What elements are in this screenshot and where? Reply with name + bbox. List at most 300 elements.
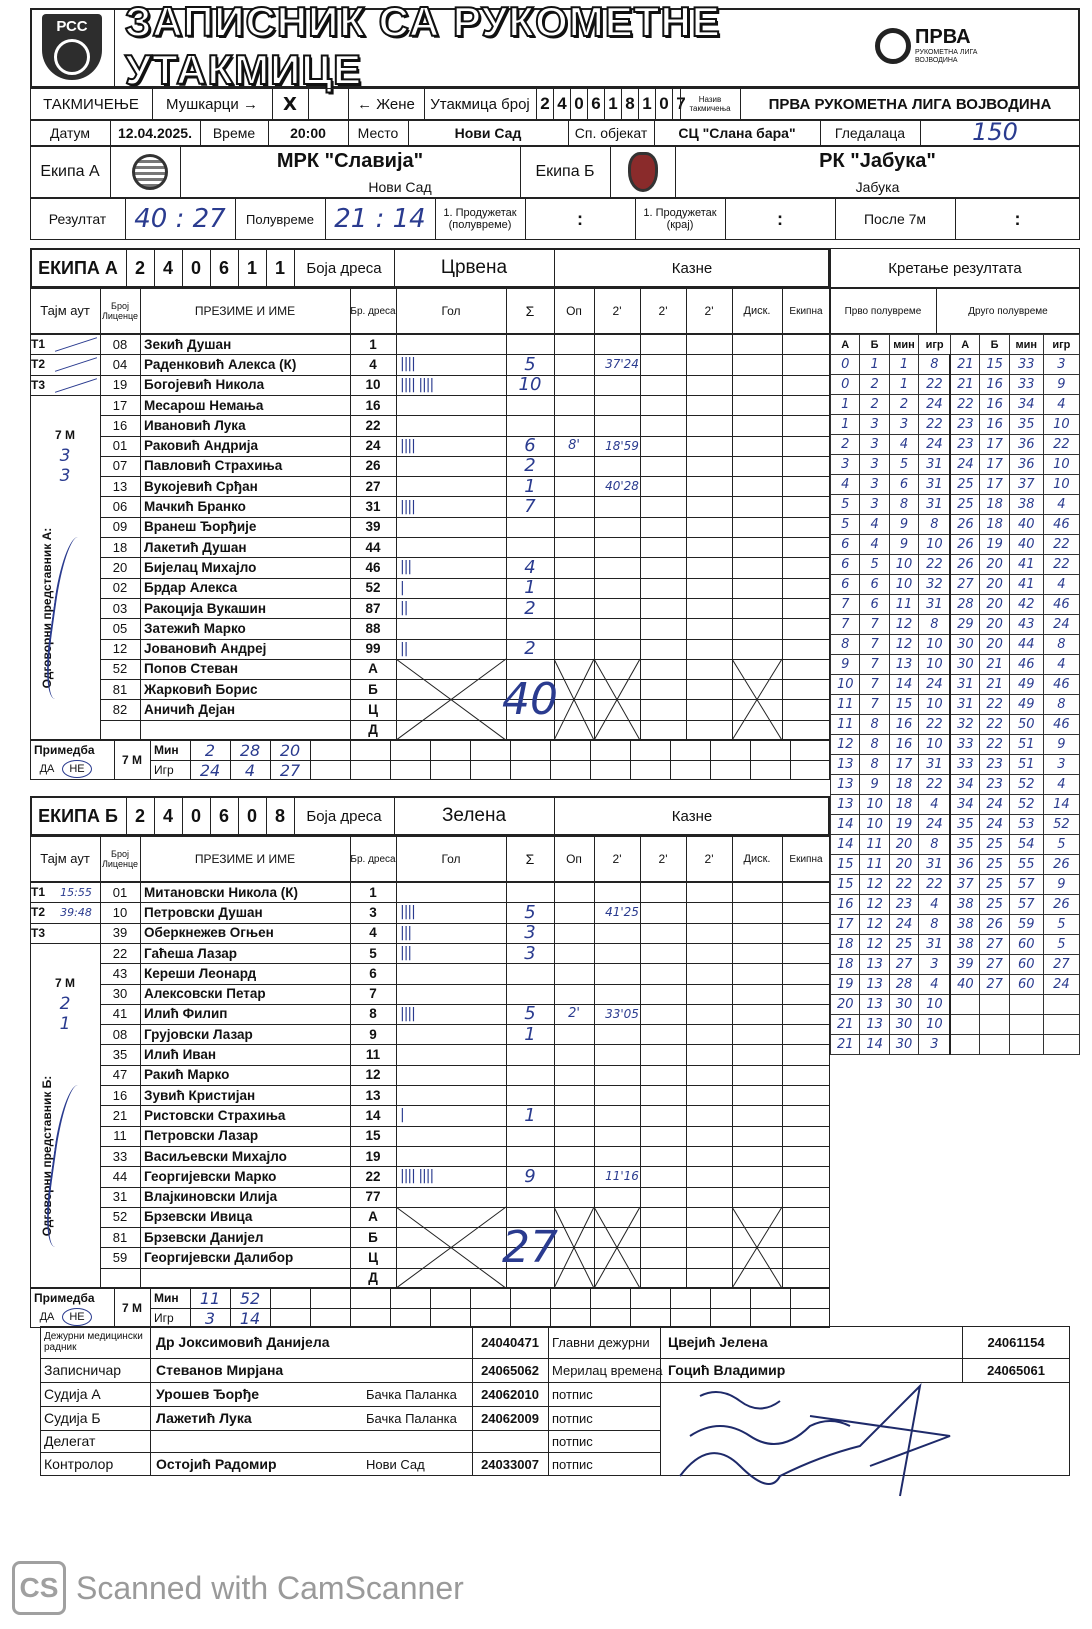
run-cell: 51 [1009, 735, 1043, 755]
run-cell: 24 [919, 435, 951, 455]
run-row [831, 355, 1080, 375]
run-cell: 1 [889, 355, 918, 375]
team_b-total-goals: 27 [502, 1221, 558, 1273]
run-cell: 21 [980, 675, 1009, 695]
player-name: Раковић Андрија [144, 438, 259, 454]
run-cell: 31 [950, 695, 979, 715]
run-cell: 6 [860, 575, 889, 595]
run-cell: 21 [980, 655, 1009, 675]
team_b-code-digit: 8 [274, 805, 285, 826]
run-cell: 22 [919, 375, 951, 395]
team_a-col-two-1: 2' [612, 303, 622, 318]
player-name: Петровски Душан [144, 904, 263, 920]
run-cell: 6 [831, 555, 860, 575]
official-role-right: потпис [552, 1456, 593, 1472]
league-ball-icon [875, 28, 911, 64]
run-cell: 10 [1043, 415, 1079, 435]
player-jersey: 13 [365, 1087, 381, 1103]
run-cell: 12 [889, 635, 918, 655]
run-cell: 9 [889, 515, 918, 535]
run-cell: 0 [831, 355, 860, 375]
official-id: 24062009 [481, 1410, 539, 1426]
team-a-name: МРК "Славија" [276, 149, 424, 172]
tm-igr-value: 14 [239, 1308, 261, 1328]
player-name: Петровски Лазар [144, 1128, 259, 1144]
player-goals-sum: 5 [524, 1003, 536, 1025]
run-cell: 7 [860, 615, 889, 635]
player-jersey: 87 [365, 600, 381, 616]
seven-m-stat: 1 [59, 1014, 71, 1035]
run-cell: 42 [1009, 595, 1043, 615]
run-cell: 25 [980, 875, 1009, 895]
run-cell: 4 [831, 475, 860, 495]
run-row [831, 735, 1080, 755]
handball-icon [54, 39, 90, 75]
player-goals-sum: 1 [524, 1023, 536, 1045]
official-id: 24040471 [481, 1334, 539, 1350]
men-checkbox[interactable]: X [283, 93, 297, 115]
team_a-kit-label: Боја дреса [306, 259, 382, 277]
team_a-total-goals: 40 [502, 673, 558, 725]
player-license: 33 [112, 1148, 128, 1164]
run-cell: 52 [1009, 795, 1043, 815]
match-digit: 1 [604, 88, 621, 120]
run-cell: 24 [919, 395, 951, 415]
crossed-cell [396, 659, 506, 740]
camscanner-watermark [12, 1560, 464, 1616]
run-cell: 24 [1043, 615, 1079, 635]
official-role-right: Главни дежурни [552, 1334, 650, 1350]
run-cell: 29 [950, 615, 979, 635]
run-cell: 31 [919, 755, 951, 775]
seven-m-stat: 3 [59, 445, 71, 466]
team_a-code-digit: 2 [134, 257, 145, 278]
team_a-label: ЕКИПА А [38, 257, 118, 278]
official-role: Делегат [44, 1432, 96, 1449]
run-cell: 27 [980, 955, 1009, 975]
run-cell: 7 [860, 695, 889, 715]
match-digit: 1 [638, 88, 655, 120]
team_a-code-digit: 1 [246, 257, 257, 278]
player-license: 81 [112, 1229, 128, 1245]
run-cell: 22 [950, 395, 979, 415]
run-cell: 15 [889, 695, 918, 715]
run-cell: 16 [980, 375, 1009, 395]
tm-igr-label: Игр [154, 1311, 174, 1325]
run-cell: 5 [860, 555, 889, 575]
run-row [831, 655, 1080, 675]
run-row [831, 395, 1080, 415]
player-goals-tally: | [400, 1107, 404, 1124]
team-b-label: Екипа Б [535, 163, 595, 180]
seven-m-stat: 2 [59, 993, 71, 1014]
run-cell: 4 [860, 535, 889, 555]
run-cell: 3 [831, 455, 860, 475]
team_a-col-two-3: 2' [704, 303, 714, 318]
run-col-header: игр [919, 335, 951, 355]
run-cell: 13 [860, 955, 889, 975]
player-goals-tally: |||| [400, 904, 415, 921]
run-cell: 46 [1043, 595, 1079, 615]
player-goals-tally: || [400, 640, 408, 657]
run-cell: 18 [831, 955, 860, 975]
run-cell: 5 [831, 515, 860, 535]
run-cell: 9 [1043, 735, 1079, 755]
run-cell: 12 [860, 875, 889, 895]
team_b-col-team-pen: Екипна [789, 853, 823, 865]
run-cell: 22 [919, 555, 951, 575]
run-cell: 35 [1009, 415, 1043, 435]
run-cell: 22 [919, 875, 951, 895]
player-jersey: 39 [365, 519, 381, 535]
spectators-label: Гледалаца [834, 125, 906, 141]
after7-value: : [1014, 208, 1021, 229]
run-cell: 40 [1009, 515, 1043, 535]
player-jersey: 9 [369, 1026, 377, 1042]
run-cell: 16 [831, 895, 860, 915]
run-cell: 1 [831, 415, 860, 435]
run-cell: 10 [1043, 475, 1079, 495]
run-cell: 22 [1043, 555, 1079, 575]
player-suspension-1: 33'05 [605, 1006, 639, 1021]
run-cell: 8 [831, 635, 860, 655]
run-cell: 10 [919, 735, 951, 755]
tm-seven-m: 7 М [121, 753, 142, 767]
venue-label: Сп. објекат [574, 125, 648, 141]
player-goals-sum: 1 [524, 475, 536, 497]
crossed-cell [554, 1207, 594, 1288]
run-cell: 10 [919, 995, 951, 1015]
run-cell: 25 [980, 835, 1009, 855]
time-value: 20:00 [290, 125, 326, 141]
run-cell: 23 [980, 755, 1009, 775]
player-goals-sum: 9 [524, 1165, 536, 1187]
player-license: 08 [112, 1026, 128, 1042]
run-cell: 22 [1043, 435, 1079, 455]
run-cell: 10 [860, 795, 889, 815]
official-name: Стеванов Мирјана [156, 1362, 284, 1378]
remark-yes[interactable]: ДА [39, 1311, 55, 1323]
place-value: Нови Сад [454, 125, 522, 141]
run-cell: 17 [980, 455, 1009, 475]
responsible-rep-label: Одговорни представник А: [40, 527, 54, 689]
run-cell: 60 [1009, 935, 1043, 955]
player-license: 81 [112, 681, 128, 697]
team_b-code-digit: 4 [162, 805, 173, 826]
run-cell: 55 [1009, 855, 1043, 875]
official-role-right: потпис [552, 1433, 593, 1449]
player-license: 82 [112, 702, 128, 718]
run-cell: 22 [980, 715, 1009, 735]
player-license: 01 [112, 438, 128, 454]
run-cell: 12 [889, 615, 918, 635]
responsible-rep-label: Одговорни представник Б: [40, 1075, 54, 1237]
team_b-col-two-2: 2' [658, 851, 668, 866]
run-cell: 52 [1043, 815, 1079, 835]
run-cell: 24 [889, 915, 918, 935]
player-goals-tally: |||| |||| [400, 376, 434, 393]
team_b-col-warn: Оп [566, 851, 582, 866]
team_a-penalties-label: Казне [671, 259, 713, 277]
remark-yes[interactable]: ДА [39, 763, 55, 775]
run-cell: 7 [860, 655, 889, 675]
player-jersey: А [368, 661, 378, 677]
run-cell: 21 [831, 1015, 860, 1035]
player-jersey: 22 [365, 417, 381, 433]
run-cell: 1 [831, 395, 860, 415]
official-name-right: Цвејић Јелена [668, 1334, 768, 1350]
player-license: 06 [112, 499, 128, 515]
team_a-code-digit: 0 [190, 257, 201, 278]
timeout-3: Т3 [31, 377, 46, 392]
run-cell: 8 [860, 715, 889, 735]
run-cell: 10 [889, 575, 918, 595]
player-suspension-1: 18'59 [605, 438, 639, 453]
team_a-code-digit: 6 [218, 257, 229, 278]
player-jersey: 14 [365, 1107, 381, 1123]
run-cell: 13 [860, 1015, 889, 1035]
run-cell: 20 [889, 855, 918, 875]
page-title: ЗАПИСНИК СА РУКОМЕТНЕ УТАКМИЦЕ [125, 0, 721, 93]
run-cell: 57 [1009, 875, 1043, 895]
team_b-penalties-label: Казне [671, 807, 713, 825]
player-license: 39 [112, 925, 128, 941]
player-license: 09 [112, 519, 128, 535]
run-cell: 3 [919, 955, 951, 975]
player-name: Алексовски Петар [144, 986, 266, 1002]
player-name: Илић Иван [144, 1047, 217, 1063]
run-cell: 31 [950, 675, 979, 695]
ot1-half-value: : [577, 208, 583, 229]
player-name: Вукојевић Срђан [144, 478, 258, 494]
timeout-1: Т1 [31, 885, 46, 900]
player-jersey: Ц [368, 1250, 378, 1266]
team_a-col-timeout: Тајм аут [40, 303, 90, 318]
run-row [831, 535, 1080, 555]
match-digit: 7 [672, 88, 689, 120]
men-label: Мушкарци → [166, 95, 258, 113]
run-row [831, 775, 1080, 795]
run-cell: 11 [860, 835, 889, 855]
player-goals-sum: 7 [524, 496, 536, 518]
run-cell: 2 [831, 435, 860, 455]
timeout-time: 39:48 [60, 905, 92, 919]
run-cell: 0 [831, 375, 860, 395]
player-goals-tally: |||| [400, 356, 415, 373]
run-row [831, 715, 1080, 735]
run-cell: 4 [1043, 655, 1079, 675]
tm-min-label: Мин [154, 1291, 179, 1305]
player-license: 10 [112, 904, 128, 920]
tm-igr-value: 24 [199, 760, 221, 780]
player-name: Павловић Страхиња [144, 458, 283, 474]
player-name: Илић Филип [144, 1006, 228, 1022]
run-cell: 28 [889, 975, 918, 995]
run-col-header: мин [1009, 335, 1043, 355]
player-warning: 8' [568, 438, 580, 454]
run-cell: 12 [831, 735, 860, 755]
run-cell: 1 [889, 375, 918, 395]
run-cell: 13 [831, 795, 860, 815]
result-value: 40 : 27 [134, 204, 226, 234]
player-name: Богојевић Никола [144, 377, 265, 393]
run-cell: 34 [1009, 395, 1043, 415]
crossed-cell [732, 659, 782, 740]
run-cell: 25 [950, 475, 979, 495]
run-cell: 5 [1043, 935, 1079, 955]
run-cell: 36 [1009, 435, 1043, 455]
run-row [831, 415, 1080, 435]
run-cell: 27 [980, 935, 1009, 955]
after7-label: После 7м [863, 211, 927, 227]
player-name: Георгијевски Далибор [144, 1250, 294, 1266]
player-license: 02 [112, 580, 128, 596]
run-cell: 20 [980, 615, 1009, 635]
signature-scribble [660, 1356, 1020, 1496]
run-cell: 13 [889, 655, 918, 675]
tm-min-label: Мин [154, 743, 179, 757]
player-goals-sum: 5 [524, 901, 536, 923]
run-cell: 15 [831, 855, 860, 875]
run-cell: 38 [950, 935, 979, 955]
player-name: Брзевски Данијел [144, 1229, 264, 1245]
run-col-header: А [950, 335, 979, 355]
run-cell: 18 [831, 935, 860, 955]
run-cell: 40 [1009, 535, 1043, 555]
run-cell: 14 [831, 835, 860, 855]
player-goals-sum: 2 [524, 455, 536, 477]
score-sheet [30, 0, 1080, 1548]
run-cell: 31 [919, 455, 951, 475]
player-jersey: 26 [365, 458, 381, 474]
remark-no[interactable]: НЕ [62, 1308, 92, 1326]
player-name: Брзевски Ивица [144, 1209, 253, 1225]
run-cell: 32 [950, 715, 979, 735]
run-cell: 21 [950, 375, 979, 395]
run-cell: 20 [980, 555, 1009, 575]
result-label: Резултат [48, 211, 107, 227]
run-cell: 8 [919, 515, 951, 535]
run-cell: 3 [889, 415, 918, 435]
run-cell: 10 [1043, 455, 1079, 475]
run-cell: 8 [1043, 635, 1079, 655]
official-name: Лажетић Лука [156, 1410, 252, 1426]
run-row [831, 515, 1080, 535]
run-cell: 2 [860, 395, 889, 415]
official-name-right: Гоцић Владимир [668, 1362, 786, 1378]
run-cell: 36 [950, 855, 979, 875]
run-cell: 3 [1043, 755, 1079, 775]
run-cell: 8 [919, 915, 951, 935]
run-cell: 22 [980, 695, 1009, 715]
tm-min-value: 20 [279, 740, 301, 760]
player-jersey: 11 [365, 1047, 381, 1063]
run-row [831, 495, 1080, 515]
player-license: 47 [112, 1067, 128, 1083]
run-cell: 8 [860, 735, 889, 755]
run-row [831, 755, 1080, 775]
officials-section [40, 1326, 1080, 1496]
team_a-col-two-2: 2' [658, 303, 668, 318]
tm-igr-value: 4 [244, 760, 256, 780]
run-cell: 49 [1009, 675, 1043, 695]
official-id: 24065062 [481, 1362, 539, 1378]
run-row [831, 635, 1080, 655]
player-license: 21 [112, 1107, 128, 1123]
run-row [831, 555, 1080, 575]
crossed-cell [554, 659, 594, 740]
player-jersey: Ц [368, 702, 378, 718]
run-cell: 5 [889, 455, 918, 475]
run-cell: 9 [1043, 875, 1079, 895]
player-goals-sum: 1 [524, 577, 536, 599]
player-jersey: 1 [369, 336, 377, 352]
run-cell: 2 [860, 375, 889, 395]
run-cell: 53 [1009, 815, 1043, 835]
run-cell: 24 [919, 815, 951, 835]
run-cell: 49 [1009, 695, 1043, 715]
run-cell: 10 [919, 695, 951, 715]
run-cell: 3 [860, 455, 889, 475]
player-goals-sum: 5 [524, 353, 536, 375]
run-cell: 60 [1009, 975, 1043, 995]
player-name: Јовановић Андреј [144, 641, 267, 657]
run-cell: 34 [950, 795, 979, 815]
official-role: Контролор [44, 1455, 114, 1472]
player-jersey: 6 [369, 965, 377, 981]
team_b-col-sum: Σ [525, 850, 535, 867]
remark-label: Примедба [34, 1291, 95, 1305]
run-row [831, 595, 1080, 615]
player-name: Мачкић Бранко [144, 499, 246, 515]
run-cell: 46 [1043, 715, 1079, 735]
run-cell: 25 [980, 855, 1009, 875]
run-cell: 25 [950, 495, 979, 515]
player-license: 31 [112, 1189, 128, 1205]
run-cell: 11 [889, 595, 918, 615]
player-goals-sum: 1 [524, 1104, 536, 1126]
player-license: 35 [112, 1047, 128, 1063]
remark-no[interactable]: НЕ [62, 760, 92, 778]
run-cell: 40 [950, 975, 979, 995]
run-cell: 9 [1043, 375, 1079, 395]
player-name: Оберкнежев Огњен [144, 925, 274, 941]
run-cell: 4 [1043, 495, 1079, 515]
run-cell: 6 [860, 595, 889, 615]
team_b-kit-label: Боја дреса [306, 807, 382, 825]
team-b-name: РК "Јабука" [819, 149, 936, 172]
team_a-col-license: Број Лиценце [101, 301, 139, 321]
tm-min-value: 28 [239, 740, 261, 760]
player-name: Влајкиновски Илија [144, 1189, 278, 1205]
official-role: Дежурни медицински радник [44, 1331, 143, 1353]
run-cell: 8 [889, 495, 918, 515]
run-cell: 11 [831, 695, 860, 715]
run-cell: 41 [1009, 555, 1043, 575]
run-cell: 5 [831, 495, 860, 515]
run-row [831, 575, 1080, 595]
official-city: Бачка Паланка [366, 1410, 457, 1426]
timeout-3: Т3 [31, 925, 46, 940]
tm-seven-m: 7 М [121, 1301, 142, 1315]
rss-logo: РСС [42, 14, 102, 80]
player-jersey: Б [368, 1229, 378, 1245]
venue-value: СЦ "Слана бара" [678, 125, 796, 141]
player-goals-sum: 10 [518, 374, 542, 396]
player-license: 16 [112, 417, 128, 433]
run-col-header: мин [889, 335, 918, 355]
half-value: 21 : 14 [334, 204, 426, 234]
